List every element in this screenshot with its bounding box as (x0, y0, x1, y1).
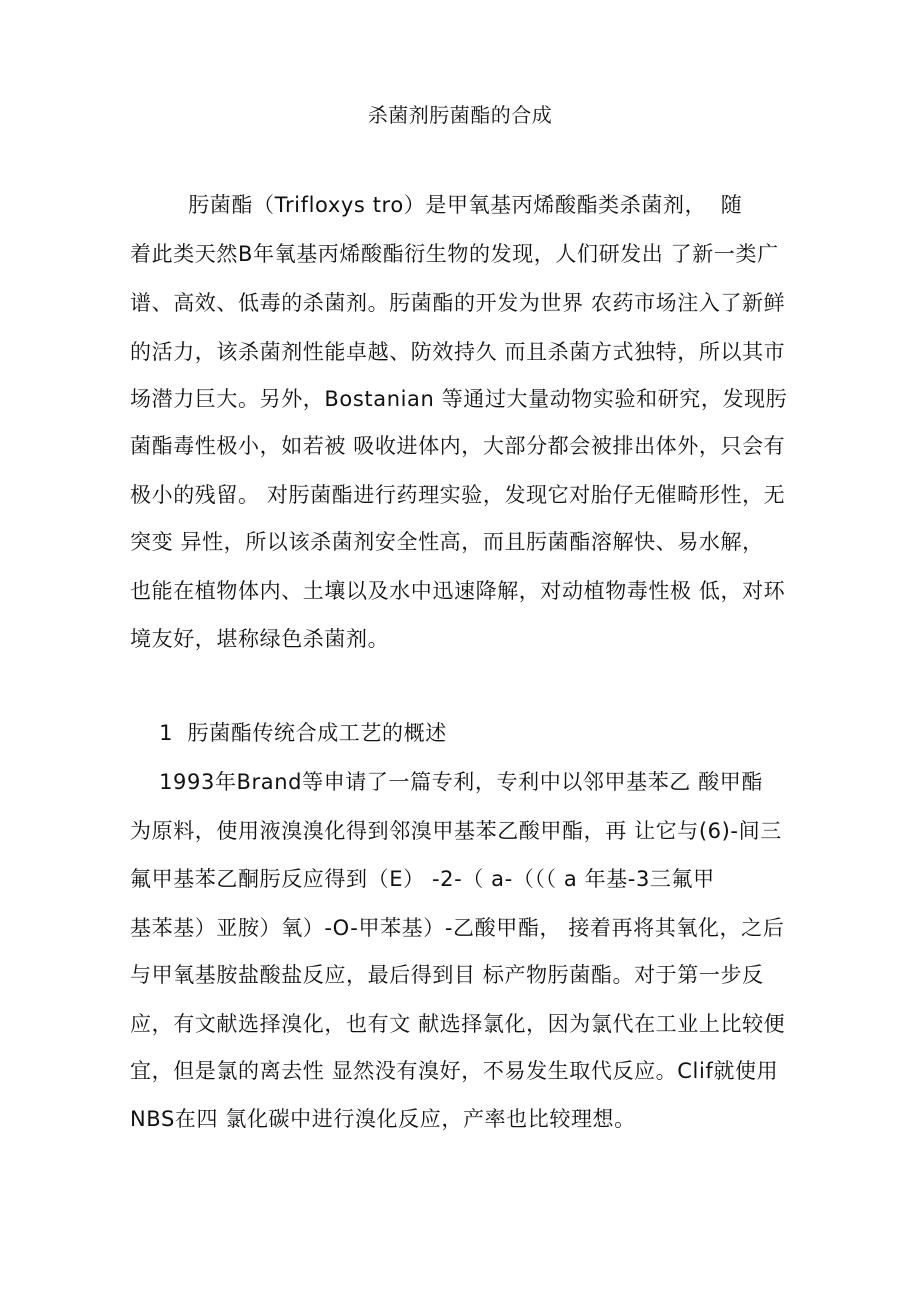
text-line: 应，有文献选择溴化，也有文 献选择氯化，因为氯代在工业上比较便 (130, 1012, 786, 1036)
page-title: 杀菌剂肟菌酯的合成 (367, 103, 553, 127)
text-line: 着此类天然B年氧基丙烯酸酯衍生物的发现，人们研发出 了新一类广 (130, 242, 779, 266)
text-line: 为原料，使用液溴溴化得到邻溴甲基苯乙酸甲酯，再 让它与(6)-间三 (130, 819, 782, 843)
text-line: 极小的残留。 对肟菌酯进行药理实验，发现它对胎仔无催畸形性，无 (130, 483, 786, 507)
text-line: 境友好，堪称绿色杀菌剂。 (130, 627, 390, 651)
text-line: 谱、高效、低毒的杀菌剂。肟菌酯的开发为世界 农药市场注入了新鲜 (130, 291, 786, 315)
text-line: 宜，但是氯的离去性 显然没有溴好，不易发生取代反应。Clif就使用 (130, 1059, 779, 1083)
text-line: 与甲氧基胺盐酸盐反应，最后得到目 标产物肟菌酯。对于第一步反 (130, 963, 764, 987)
text-line: 突变 异性，所以该杀菌剂安全性高，而且肟菌酯溶解快、易水解， (130, 530, 764, 554)
text-line: 氟甲基苯乙酮肟反应得到（E） -2-（ a-（（（ a 年基-3三氟甲 (130, 867, 715, 891)
text-line: 场潜力巨大。另外，Bostanian 等通过大量动物实验和研究，发现肟 (130, 387, 788, 411)
text-line: 1993年Brand等申请了一篇专利，专利中以邻甲基苯乙 酸甲酯 (130, 770, 763, 794)
section-heading: 1 肟菌酯传统合成工艺的概述 (130, 721, 447, 745)
text-line: 也能在植物体内、土壤以及水中迅速降解，对动植物毒性极 低，对环 (130, 579, 786, 603)
text-line: 菌酯毒性极小，如若被 吸收进体内，大部分都会被排出体外，只会有 (130, 434, 786, 458)
text-line: NBS在四 氯化碳中进行溴化反应，产率也比较理想。 (130, 1107, 636, 1131)
text-line: 肟菌酯（Trifloxys tro）是甲氧基丙烯酸酯类杀菌剂， 随 (130, 193, 743, 217)
text-line: 的活力，该杀菌剂性能卓越、防效持久 而且杀菌方式独特，所以其市 (130, 340, 786, 364)
text-line: 基苯基）亚胺）氧）-O-甲苯基）-乙酸甲酯， 接着再将其氧化，之后 (130, 916, 785, 940)
